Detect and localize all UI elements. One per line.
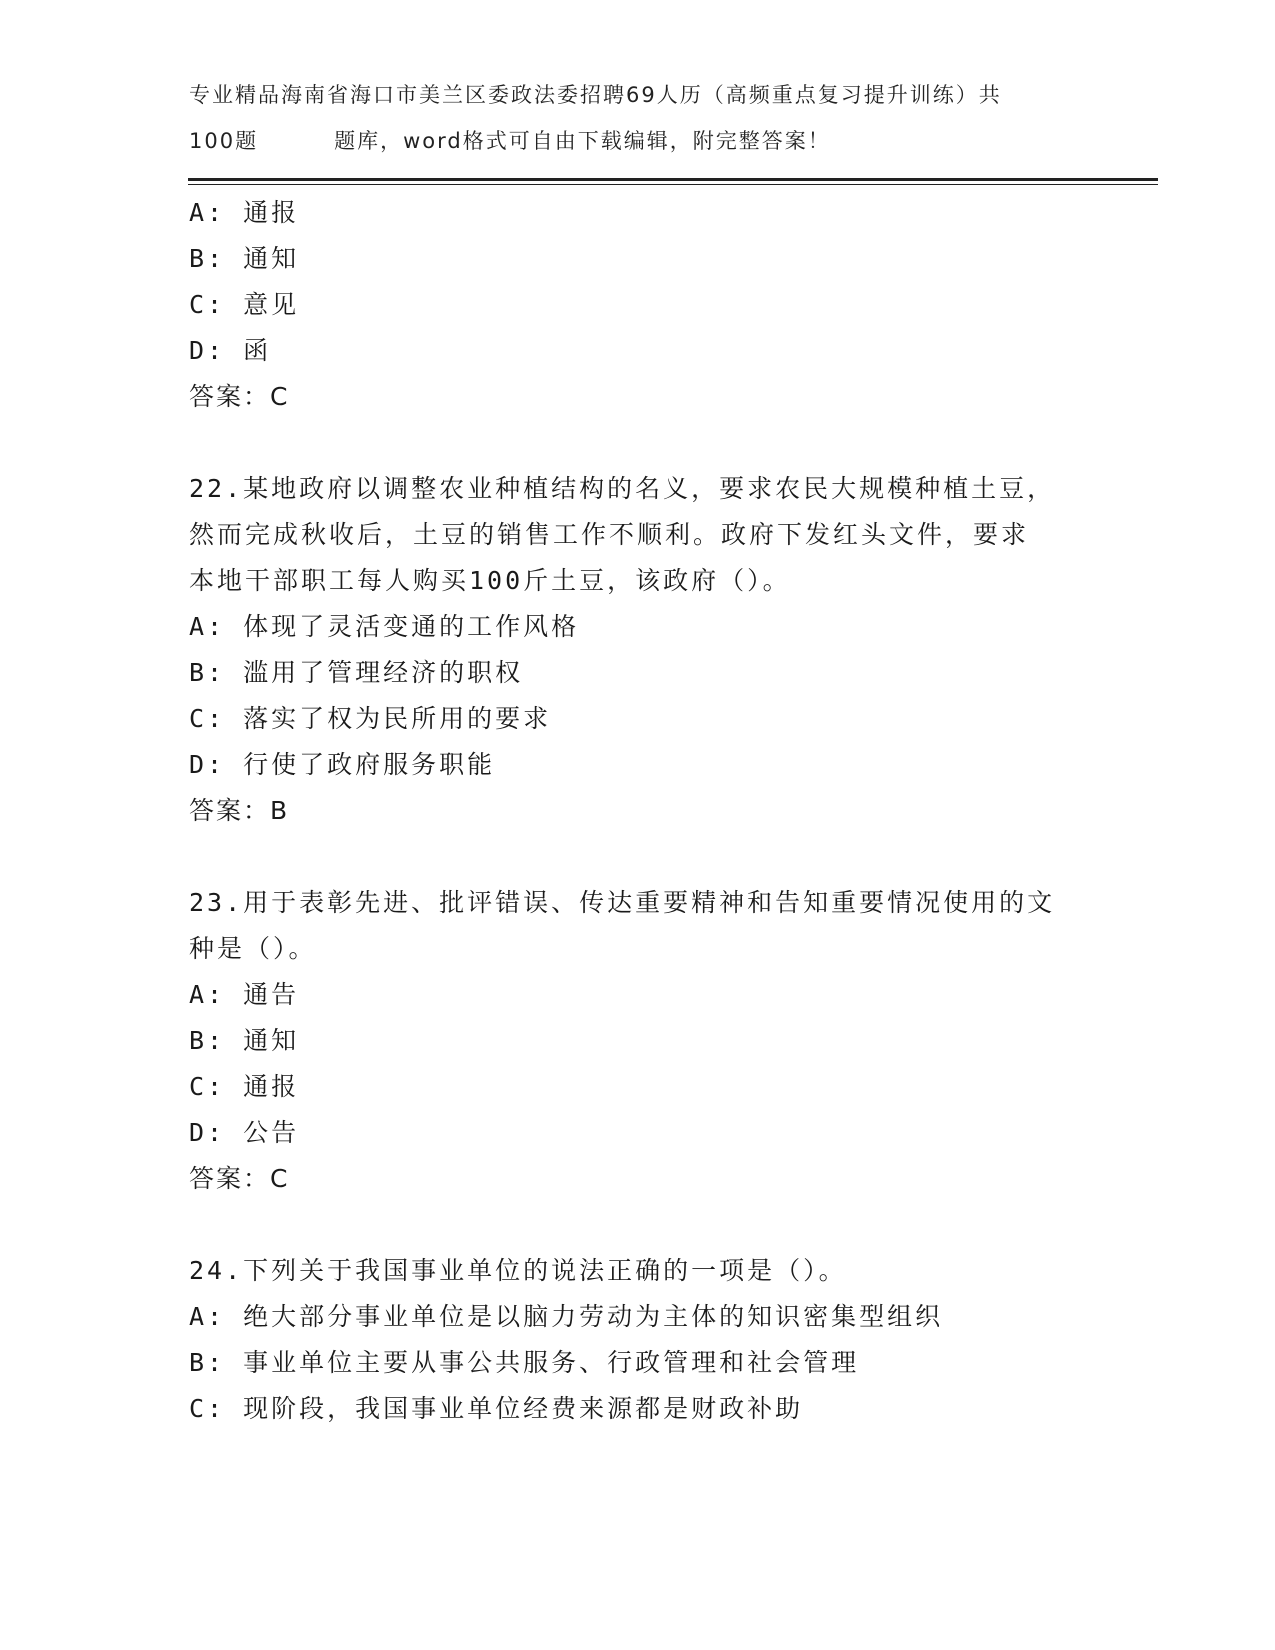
question-21 — [189, 190, 1089, 420]
option-b: B: 通知 — [189, 1026, 300, 1055]
option-b: B: 滥用了管理经济的职权 — [189, 658, 524, 687]
header-subtitle: 题库，word格式可自由下载编辑，附完整答案！ — [334, 129, 831, 153]
question-stem: 23.用于表彰先进、批评错误、传达重要精神和告知重要情况使用的文 — [189, 888, 1056, 917]
option-c: C: 意见 — [189, 290, 300, 319]
option-a: A: 通告 — [189, 980, 300, 1009]
answer: 答案：B — [189, 796, 290, 825]
answer: 答案：C — [189, 382, 290, 411]
option-b: B: 事业单位主要从事公共服务、行政管理和社会管理 — [189, 1348, 860, 1377]
option-d: D: 函 — [189, 336, 272, 365]
option-b: B: 通知 — [189, 244, 300, 273]
option-a: A: 通报 — [189, 198, 300, 227]
question-stem: 22.某地政府以调整农业种植结构的名义，要求农民大规模种植土豆， — [189, 474, 1056, 503]
header-title-line1: 专业精品海南省海口市美兰区委政法委招聘69人历（高频重点复习提升训练）共 — [189, 83, 1002, 107]
document-header — [189, 72, 1089, 164]
question-24 — [189, 1248, 1089, 1432]
question-22 — [189, 466, 1089, 834]
question-stem: 种是（）。 — [189, 934, 317, 963]
header-count: 100题 — [189, 129, 259, 153]
header-divider-thick — [188, 178, 1158, 181]
option-c: C: 现阶段，我国事业单位经费来源都是财政补助 — [189, 1394, 804, 1423]
question-stem: 本地干部职工每人购买100斤土豆，该政府（）。 — [189, 566, 791, 595]
option-d: D: 行使了政府服务职能 — [189, 750, 496, 779]
answer: 答案：C — [189, 1164, 290, 1193]
question-list — [189, 190, 1089, 1432]
header-title-line2 — [189, 118, 1089, 164]
header-divider-thin — [188, 184, 1158, 185]
question-stem: 24.下列关于我国事业单位的说法正确的一项是（）。 — [189, 1256, 847, 1285]
question-23 — [189, 880, 1089, 1202]
option-a: A: 体现了灵活变通的工作风格 — [189, 612, 580, 641]
option-a: A: 绝大部分事业单位是以脑力劳动为主体的知识密集型组织 — [189, 1302, 944, 1331]
option-c: C: 通报 — [189, 1072, 300, 1101]
option-c: C: 落实了权为民所用的要求 — [189, 704, 552, 733]
question-stem: 然而完成秋收后，土豆的销售工作不顺利。政府下发红头文件，要求 — [189, 520, 1030, 549]
option-d: D: 公告 — [189, 1118, 300, 1147]
